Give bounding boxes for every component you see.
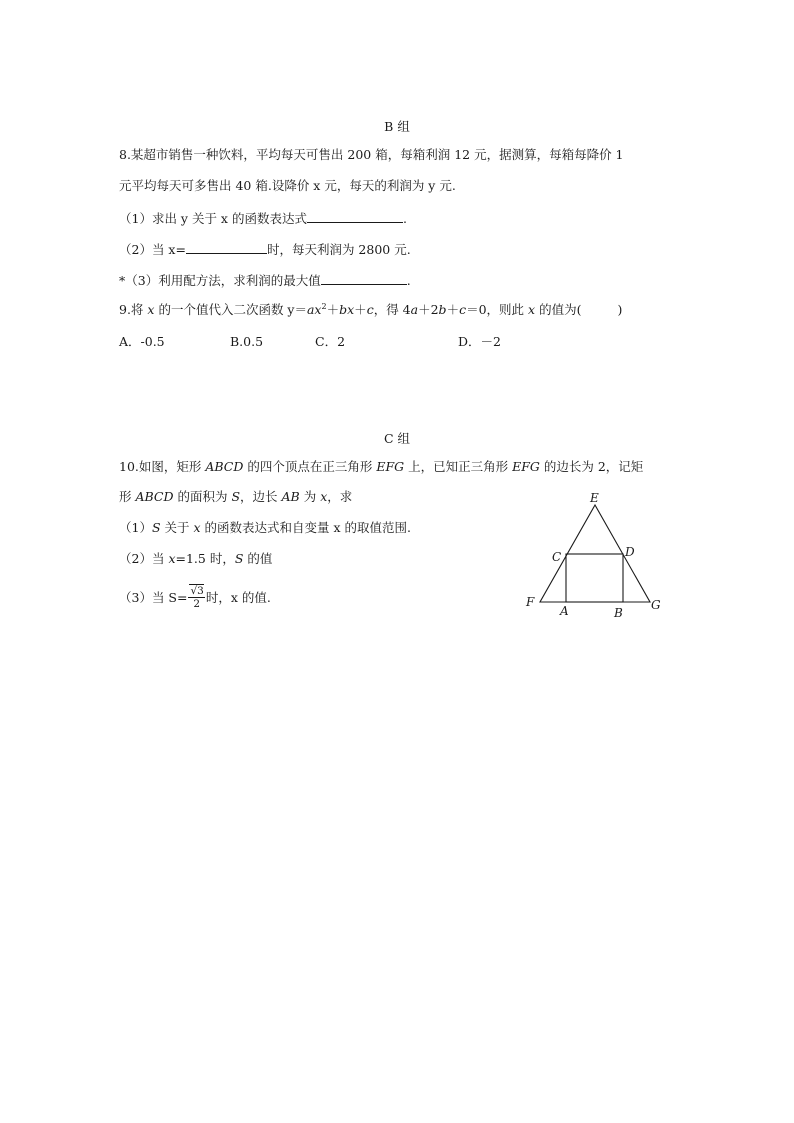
label-e: E [590,491,599,505]
var-s: S [231,489,241,504]
label-b: B [614,606,623,620]
q8-sub2 [119,240,411,258]
q10-line-1 [119,459,643,475]
rectangle-abcd [566,554,623,602]
text: ＋ [354,302,367,317]
text: 的函数表达式和自变量 x 的取值范围. [200,520,411,535]
q8-sub2-text: （2）当 x= [119,242,186,257]
q8-line-2: 元平均每天可多售出 40 箱.设降价 x 元，每天的利润为 y 元. [119,178,456,193]
var-x: x [193,520,201,535]
label-abcd: ABCD [205,459,244,474]
option-a[interactable]: A．-0.5 [119,334,165,349]
fraction [188,585,204,610]
text: 的边长为 2，记矩 [539,459,644,474]
text: 10.如图，矩形 [119,459,206,474]
var-bx: bx [339,302,355,317]
option-d[interactable]: D．－2 [458,334,501,349]
label-efg: EFG [376,459,405,474]
q8-line-1: 8.某超市销售一种饮料，平均每天可售出 200 箱，每箱利润 12 元，据测算，每箱每降价 1 [119,147,624,162]
text: （1） [119,520,152,535]
q10-sub1 [119,520,411,536]
var-c: c [366,302,374,317]
text: 9.将 [119,302,148,317]
exponent: 2 [321,302,327,311]
sqrt-3: √3 [190,585,204,597]
label-ab: AB [281,489,300,504]
period: . [406,273,411,288]
text: 的值为( [535,302,582,317]
label-f: F [526,595,535,609]
answer-blank[interactable] [186,240,267,254]
text: ＝0，则此 [466,302,529,317]
text: 的值 [243,551,273,566]
label-a: A [560,604,569,618]
text: ＋ [326,302,340,317]
text: 的四个顶点在正三角形 [243,459,377,474]
var-ax: ax [306,302,322,317]
fraction-denominator: 2 [193,598,200,610]
q9-stem [119,302,622,318]
option-c[interactable]: C．2 [315,334,346,349]
section-b-title: B 组 [384,119,410,134]
answer-blank[interactable] [321,271,407,285]
q8-sub1-text: （1）求出 y 关于 x 的函数表达式 [119,211,307,226]
var-x: x [168,551,176,566]
text: 时，x 的值. [205,590,271,605]
var-x: x [528,302,536,317]
text: ＋ [446,302,460,317]
label-c: C [552,550,562,564]
text: 为 [299,489,321,504]
text: 关于 [160,520,194,535]
text: 的面积为 [173,489,232,504]
var-s: S [151,520,161,535]
option-b[interactable]: B.0.5 [230,334,264,349]
text: （3）当 S= [119,590,188,605]
text: （2）当 [119,551,169,566]
q8-sub2-suffix: 时，每天利润为 2800 元. [266,242,411,257]
label-d: D [625,545,635,559]
text: ＋2 [418,302,439,317]
text: =1.5 时， [175,551,235,566]
section-c-title: C 组 [383,431,411,446]
label-efg: EFG [512,459,540,474]
text: 上，已知正三角形 [404,459,513,474]
var-s: S [234,551,244,566]
label-g: G [651,598,661,612]
q10-sub2 [119,551,272,567]
var-a: a [410,302,419,317]
text: ，求 [327,489,353,504]
var-x: x [320,489,328,504]
var-b: b [438,302,447,317]
text: ) [617,302,623,317]
fraction-numerator [188,585,204,598]
text: 形 [119,489,136,504]
triangle-rectangle-figure [515,488,695,628]
var-c: c [459,302,467,317]
text: ，边长 [240,489,282,504]
text: 的一个值代入二次函数 y＝ [154,302,307,317]
var-x: x [147,302,155,317]
q8-sub1 [119,209,407,227]
answer-blank[interactable] [307,209,403,223]
q8-sub3 [119,271,411,289]
q10-line-2 [119,489,352,505]
text: ，得 4 [373,302,411,317]
period: . [402,211,407,226]
q10-sub3 [119,586,271,611]
label-abcd: ABCD [135,489,174,504]
q8-sub3-text: *（3）利用配方法，求利润的最大值 [119,273,321,288]
